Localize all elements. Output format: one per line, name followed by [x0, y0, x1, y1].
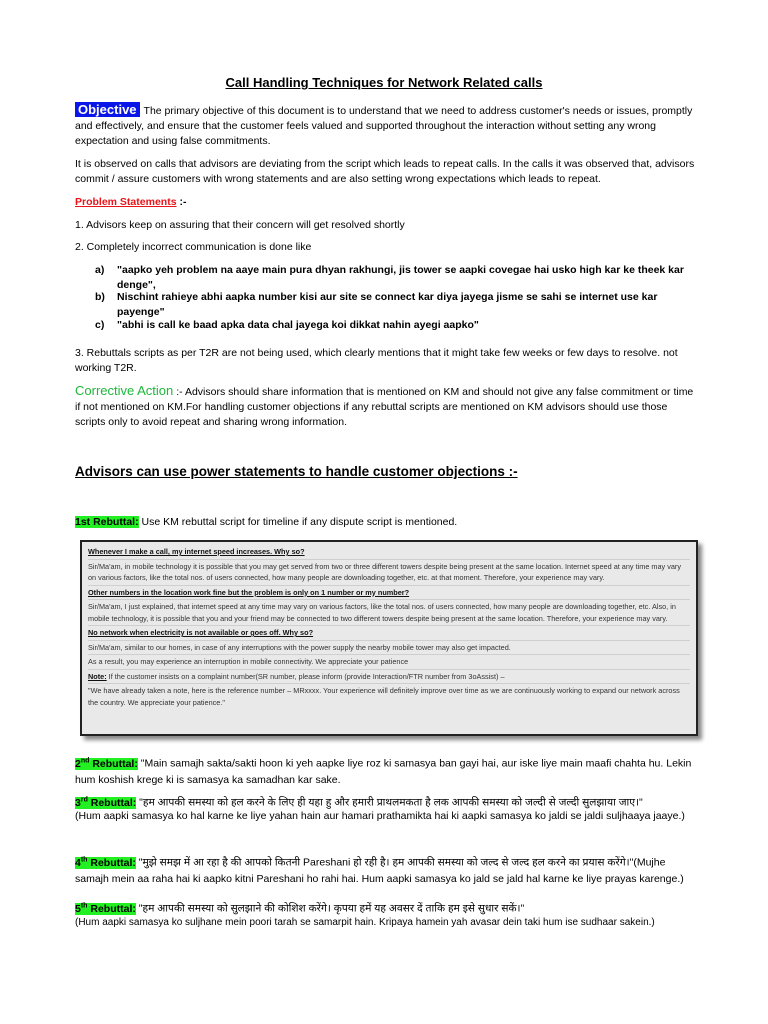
rebuttal-4-text: "मुझे समझ में आ रहा है की आपको कितनी Pareshani हो रही है। हम आपकी समस्या को जल्द से जल्द हल करने का प्रयास करेंगे।"(Mujhe samajh mein aa raha hai ki aapko kitni Pareshani ho rahi hai. Hum aapki samasya ko jald se jald hal karne ke liye prayas karenge.) — [75, 856, 684, 885]
divider — [88, 654, 690, 655]
rebuttal-4-label — [75, 857, 136, 869]
corrective-action-text: :- Advisors should share information that is mentioned on KM and should not give any false commitment or time if not mentioned on KM.For handling customer objections if any rebuttal scripts are mentioned on KM advisors should use those scripts only to avoid repeat and sharing wrong information. — [75, 386, 694, 428]
divider — [88, 683, 690, 684]
script-answer-1: Sir/Ma'am, in mobile technology it is possible that you may get served from two or three different towers despite being present at the same location. Internet speed at any time may vary on various factors, like the total nos. of users connected, how many people are downloading together, etc. at that moment. Therefore, your experience may vary. — [88, 561, 682, 582]
rebuttal-3-text: "हम आपकी समस्या को हल करने के लिए ही यहा हु और हमारी प्राथलमकता है लक आपकी समस्या को जल्दी से जल्दी सुलझाया जाए।" — [136, 796, 643, 809]
rebuttal-2-word: Rebuttal: — [89, 757, 138, 770]
km-script-screenshot — [80, 540, 698, 736]
rebuttal-4-ordinal: th — [80, 856, 88, 863]
example-b — [95, 290, 695, 320]
document-title: Call Handling Techniques for Network Related calls — [225, 75, 543, 90]
example-a-marker: a) — [95, 264, 105, 276]
problem-point-1: 1. Advisors keep on assuring that their concern will get resolved shortly — [75, 219, 405, 231]
problem-statements-heading-line — [75, 195, 695, 210]
script-question-1: Whenever I make a call, my internet speed increases. Why so? — [88, 547, 305, 556]
example-c-text: "abhi is call ke baad apka data chal jayega koi dikkat nahin ayegi aapko" — [117, 319, 479, 331]
rebuttal-3-transliteration: (Hum aapki samasya ko hal karne ke liye yahan hain aur hamari prathamikta hai ki aapki samasya ko jaldi se jaldi suljhaaya jaaye.) — [75, 810, 685, 822]
rebuttal-3-number: 3 — [75, 796, 81, 809]
rebuttal-5-ordinal: th — [80, 902, 88, 909]
corrective-action-paragraph — [75, 383, 695, 430]
rebuttal-2 — [75, 753, 700, 788]
rebuttal-2-ordinal: nd — [80, 757, 90, 764]
rebuttal-2-text: "Main samajh sakta/sakti hoon ki yeh aapke liye roz ki samasya ban gayi hai, aur iske liye main maafi chahta hu. Lekin hum koshish krege ki is samasya ka samadhan kar sake. — [75, 757, 692, 786]
script-question-2: Other numbers in the location work fine but the problem is only on 1 number or my number? — [88, 587, 410, 597]
rebuttal-2-number: 2 — [75, 757, 81, 770]
rebuttal-5-transliteration: (Hum aapki samasya ko suljhane mein poori tarah se samarpit hain. Kripaya hamein yah avasar dein taki hum ise sudhaar sakein.) — [75, 917, 655, 928]
problem-statements-heading: Problem Statements — [75, 196, 177, 208]
example-c — [95, 318, 695, 334]
rebuttal-1 — [75, 514, 700, 530]
observation-paragraph: It is observed on calls that advisors are deviating from the script which leads to repeat calls. In the calls it was observed that, advisors commit / assure customers with wrong statements and are also setting wrong expectations which leads to repeat. — [75, 158, 695, 185]
rebuttal-2-label — [75, 758, 138, 770]
rebuttal-4 — [75, 852, 700, 887]
rebuttal-1-label: 1st Rebuttal: — [75, 516, 139, 528]
rebuttal-3-label — [75, 797, 136, 809]
example-a-text: "aapko yeh problem na aaye main pura dhyan rakhungi, jis tower se aapki covegae hai usko high kar ke theek kar denge", — [117, 264, 684, 291]
divider — [88, 669, 690, 670]
divider — [88, 640, 690, 641]
example-b-marker: b) — [95, 291, 105, 303]
rebuttal-4-number: 4 — [75, 856, 81, 869]
rebuttal-5 — [75, 898, 700, 917]
divider — [88, 625, 690, 626]
rebuttal-3-ordinal: rd — [80, 796, 88, 803]
divider — [88, 585, 690, 586]
example-c-marker: c) — [95, 319, 105, 331]
corrective-action-heading: Corrective Action — [75, 383, 174, 398]
rebuttal-1-text: Use KM rebuttal script for timeline if any dispute script is mentioned. — [138, 516, 458, 528]
problem-point-2: 2. Completely incorrect communication is done like — [75, 241, 312, 253]
objective-label: Objective — [75, 102, 140, 117]
problem-point-3: 3. Rebuttals scripts as per T2R are not being used, which clearly mentions that it might take few weeks or few days to resolve. not working T2R. — [75, 347, 678, 374]
script-answer-2: Sir/Ma'am, I just explained, that internet speed at any time may vary on various factors, like the total nos. of users connected, how many people are downloading together, etc. Also, in mobile technology, it is possible that you and your friend may be connected to two different towers despite being present at the same location. Therefore, your experience may vary. — [88, 602, 676, 623]
example-a — [95, 263, 695, 293]
script-note-label: Note: — [88, 671, 107, 681]
problem-statements-suffix: :- — [176, 196, 187, 208]
rebuttal-5-word: Rebuttal: — [87, 902, 136, 915]
objective-paragraph — [75, 102, 695, 149]
advisors-heading: Advisors can use power statements to handle customer objections :- — [75, 464, 518, 479]
rebuttal-5-number: 5 — [75, 902, 81, 915]
script-answer-3b: As a result, you may experience an interruption in mobile connectivity. We appreciate your patience — [88, 657, 409, 666]
rebuttal-5-text: "हम आपकी समस्या को सुलझाने की कोशिश करेंगे। कृपया हमें यह अवसर दें ताकि हम इसे सुधार सकें।" — [135, 902, 525, 915]
divider — [88, 559, 690, 560]
script-question-3: No network when electricity is not available or goes off. Why so? — [88, 628, 314, 637]
rebuttal-3-word: Rebuttal: — [87, 796, 137, 809]
example-b-text: Nischint rahieye abhi aapka number kisi aur site se connect kar diya jayega jisme se sahi se internet use kar payenge" — [117, 291, 658, 318]
rebuttal-4-word: Rebuttal: — [87, 856, 136, 869]
script-quote: "We have already taken a note, here is the reference number – MRxxxx. Your experience will definitely improve over time as we are continuously working to expand our network across the country. We appreciate your patience." — [88, 686, 680, 707]
rebuttal-5-label — [75, 903, 136, 915]
divider — [88, 599, 690, 600]
script-note-text: If the customer insists on a complaint number(SR number, please inform (provide Interaction/FTR number from 3oAssist) – — [106, 671, 505, 681]
script-answer-3: Sir/Ma'am, similar to our homes, in case of any interruptions with the power supply the nearby mobile tower may also get impacted. — [88, 642, 511, 652]
objective-text: The primary objective of this document is to understand that we need to address customer's needs or issues, promptly and effectively, and ensure that the customer feels valued and supported throughout the interaction without setting any wrong expectation and using false commitments. — [75, 105, 693, 147]
script-note — [88, 671, 690, 683]
